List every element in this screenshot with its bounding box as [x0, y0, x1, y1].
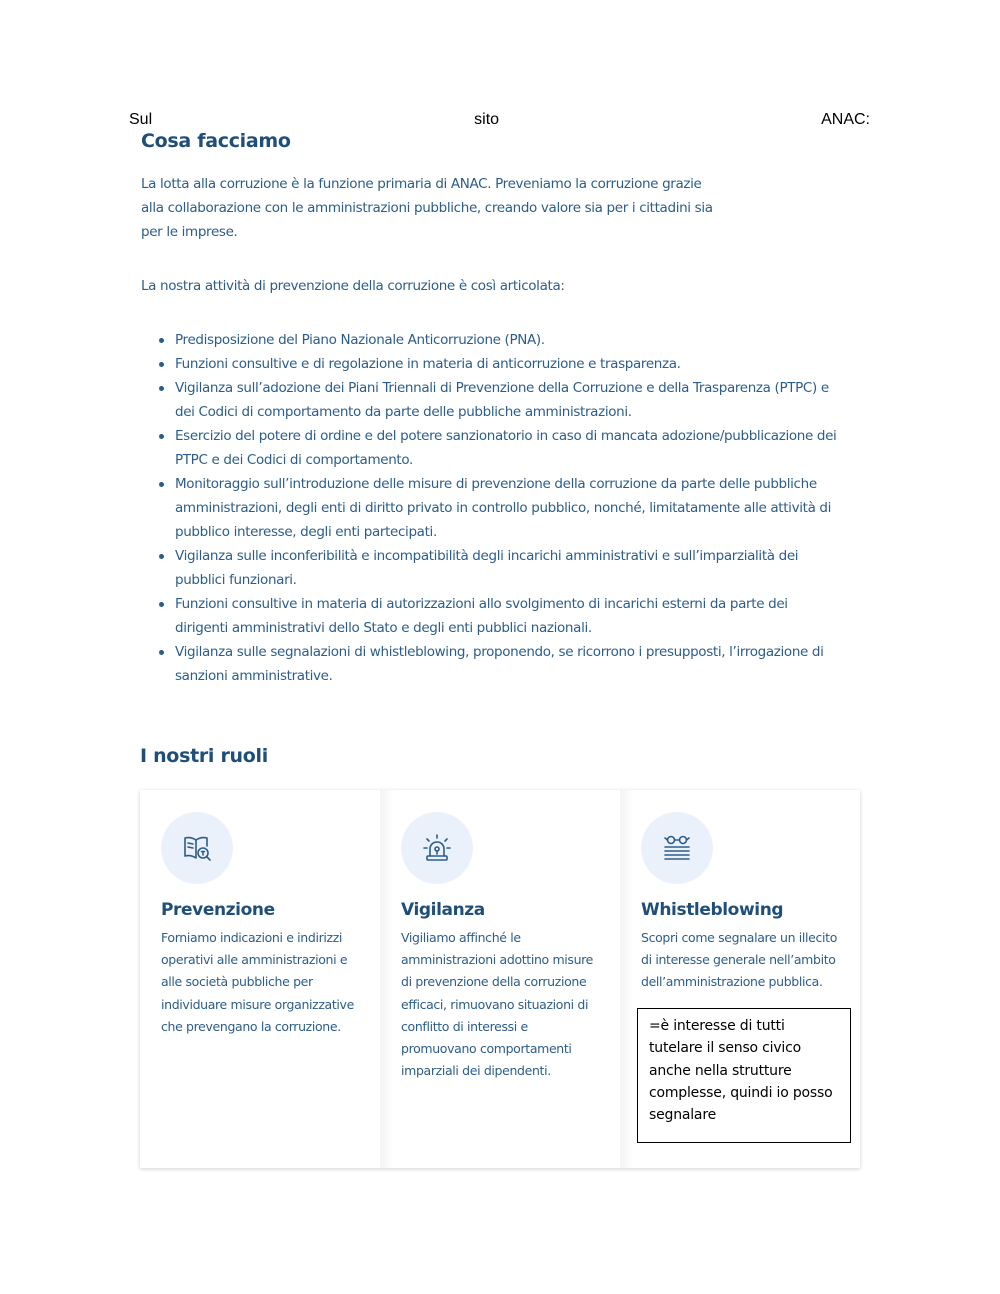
intro-paragraph: La lotta alla corruzione è la funzione primaria di ANAC. Preveniamo la corruzione grazie alla collaborazione con le amministrazioni pubbliche, creando valore sia per i cittadini sia per le imprese. [141, 176, 713, 240]
list-item: Monitoraggio sull’introduzione delle misure di prevenzione della corruzione da parte delle pubbliche amministrazioni, degli enti di diritto privato in controllo pubblico, nonché, limitatamente alle attività di pubblico interesse, degli enti partecipati. [141, 472, 841, 544]
siren-icon [401, 812, 473, 884]
list-item: Funzioni consultive e di regolazione in materia di anticorruzione e trasparenza. [141, 352, 841, 376]
card-title: Vigilanza [401, 900, 485, 920]
list-item: Funzioni consultive in materia di autorizzazioni allo svolgimento di incarichi esterni da parte dei dirigenti amministrativi dello Stato e degli enti pubblici nazionali. [141, 592, 841, 640]
lead-paragraph: La nostra attività di prevenzione della corruzione è così articolata: [141, 278, 565, 294]
glasses-book-icon [641, 812, 713, 884]
card-description: Forniamo indicazioni e indirizzi operativi alle amministrazioni e alle società pubbliche per individuare misure organizzative che prevengano la corruzione. [161, 930, 354, 1034]
header-word-left: Sul [129, 111, 153, 128]
header-word-middle: sito [474, 111, 500, 128]
roles-title: I nostri ruoli [140, 745, 268, 767]
card-title: Whistleblowing [641, 900, 784, 920]
header-line [129, 110, 870, 130]
card-vigilanza[interactable] [380, 790, 620, 1168]
list-item: Vigilanza sulle inconferibilità e incompatibilità degli incarichi amministrativi e sull’imparzialità dei pubblici funzionari. [141, 544, 841, 592]
book-search-icon [161, 812, 233, 884]
list-item: Predisposizione del Piano Nazionale Anticorruzione (PNA). [141, 328, 841, 352]
header-word-right: ANAC: [821, 111, 870, 128]
section-cosa-facciamo [141, 130, 841, 688]
card-description: Vigiliamo affinché le amministrazioni adottino misure di prevenzione della corruzione efficaci, rimuovano situazioni di conflitto di interessi e promuovano comportamenti imparziali dei dipendenti. [401, 930, 593, 1079]
list-item: Vigilanza sulle segnalazioni di whistleblowing, proponendo, se ricorrono i presupposti, l’irrogazione di sanzioni amministrative. [141, 640, 841, 688]
card-prevenzione[interactable] [140, 790, 380, 1168]
activity-list [141, 328, 841, 688]
list-item: Esercizio del potere di ordine e del potere sanzionatorio in caso di mancata adozione/pubblicazione dei PTPC e dei Codici di comportamento. [141, 424, 841, 472]
card-title: Prevenzione [161, 900, 275, 920]
card-description: Scopri come segnalare un illecito di interesse generale nell’ambito dell’amministrazione pubblica. [641, 930, 837, 990]
annotation-note: =è interesse di tutti tutelare il senso civico anche nella strutture complesse, quindi io posso segnalare [637, 1008, 851, 1143]
section-title: Cosa facciamo [141, 130, 291, 152]
list-item: Vigilanza sull’adozione dei Piani Triennali di Prevenzione della Corruzione e della Trasparenza (PTPC) e dei Codici di comportamento da parte delle pubbliche amministrazioni. [141, 376, 841, 424]
